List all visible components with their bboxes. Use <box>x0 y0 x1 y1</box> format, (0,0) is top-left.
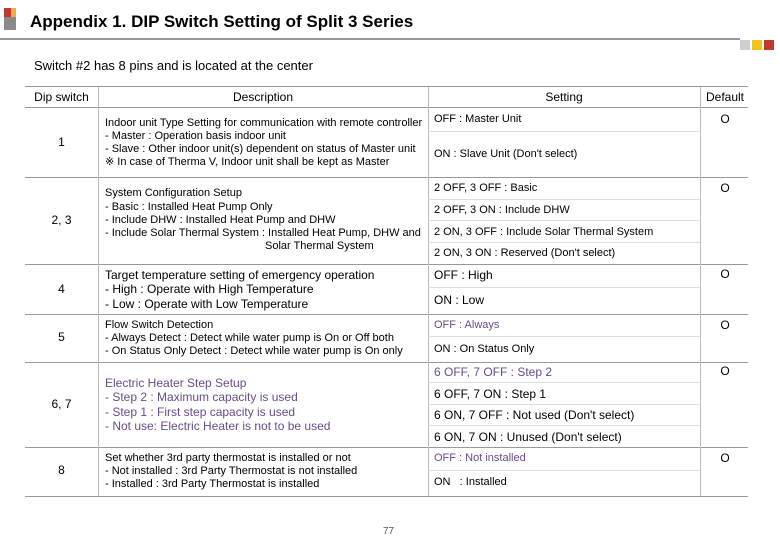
description-line: - Step 2 : Maximum capacity is used <box>105 390 298 404</box>
setting-option: 2 ON, 3 OFF : Include Solar Thermal System <box>434 226 654 238</box>
col-header-dip: Dip switch <box>34 90 89 104</box>
dip-number: 5 <box>58 330 65 344</box>
row-divider <box>25 264 748 265</box>
setting-divider <box>428 382 700 383</box>
setting-option: 2 OFF, 3 OFF : Basic <box>434 182 538 194</box>
description-line: - Slave : Other indoor unit(s) dependent on status of Master unit <box>105 143 416 155</box>
description-line: - Step 1 : First step capacity is used <box>105 405 296 419</box>
col-header-description: Description <box>232 90 294 104</box>
page-number: 77 <box>383 526 395 537</box>
setting-option: OFF : Not installed <box>434 452 526 464</box>
default-mark: O <box>720 181 730 195</box>
setting-option: ON : Installed <box>434 476 507 488</box>
default-mark: O <box>720 451 730 465</box>
page-title: Appendix 1. DIP Switch Setting of Split 3 Series <box>30 12 414 31</box>
dip-number: 1 <box>58 135 65 149</box>
column-divider <box>428 87 429 496</box>
col-header-setting: Setting <box>545 90 583 104</box>
setting-option: 2 OFF, 3 ON : Include DHW <box>434 204 570 216</box>
row-divider <box>25 362 748 363</box>
setting-option: ON : Low <box>434 293 485 307</box>
setting-divider <box>428 199 700 200</box>
description-line: - On Status Only Detect : Detect while water pump is On only <box>105 345 403 357</box>
description-line: - Always Detect : Detect while water pump is On or Off both <box>105 332 394 344</box>
setting-option: ON : On Status Only <box>434 343 535 355</box>
description-line: - Not installed : 3rd Party Thermostat is not installed <box>105 465 358 477</box>
description-line: ※ In case of Therma V, Indoor unit shall be kept as Master <box>105 156 390 168</box>
description-line: Target temperature setting of emergency operation <box>105 268 375 282</box>
setting-option: ON : Slave Unit (Don't select) <box>434 148 578 160</box>
setting-divider <box>428 287 700 288</box>
setting-option: 6 ON, 7 ON : Unused (Don't select) <box>434 430 622 444</box>
intro-text: Switch #2 has 8 pins and is located at the center <box>34 58 313 73</box>
header-bottom-rule <box>25 107 748 108</box>
setting-divider <box>428 470 700 471</box>
setting-divider <box>428 220 700 221</box>
default-mark: O <box>720 267 730 281</box>
default-mark: O <box>720 318 730 332</box>
description-line: - Installed : 3rd Party Thermostat is installed <box>105 478 320 490</box>
setting-option: OFF : Master Unit <box>434 113 522 125</box>
setting-divider <box>428 242 700 243</box>
description-line: - Basic : Installed Heat Pump Only <box>105 201 273 213</box>
company-logo <box>4 8 16 30</box>
setting-divider <box>428 131 700 132</box>
dip-number: 6, 7 <box>51 397 72 411</box>
row-divider <box>25 447 748 448</box>
default-mark: O <box>720 112 730 126</box>
description-line: Set whether 3rd party thermostat is installed or not <box>105 452 351 464</box>
setting-option: 2 ON, 3 ON : Reserved (Don't select) <box>434 247 616 259</box>
table-bottom-rule <box>25 496 748 497</box>
description-line: - Include DHW : Installed Heat Pump and DHW <box>105 214 336 226</box>
description-line: - Low : Operate with Low Temperature <box>105 297 309 311</box>
setting-divider <box>428 425 700 426</box>
setting-divider <box>428 336 700 337</box>
col-header-default: Default <box>705 90 745 104</box>
row-divider <box>25 177 748 178</box>
setting-option: OFF : Always <box>434 319 500 331</box>
dip-number: 2, 3 <box>51 213 72 227</box>
description-line: Indoor unit Type Setting for communication with remote controller <box>105 117 423 129</box>
row-divider <box>25 314 748 315</box>
description-line: Flow Switch Detection <box>105 319 214 331</box>
default-mark: O <box>720 364 730 378</box>
description-line: Electric Heater Step Setup <box>105 376 247 390</box>
setting-option: 6 OFF, 7 OFF : Step 2 <box>434 365 553 379</box>
setting-divider <box>428 404 700 405</box>
description-line: - Include Solar Thermal System : Installed Heat Pump, DHW and <box>105 227 421 239</box>
setting-option: OFF : High <box>434 268 493 282</box>
title-rule <box>0 38 740 40</box>
table-top-rule <box>25 86 748 87</box>
description-line: - Master : Operation basis indoor unit <box>105 130 286 142</box>
setting-option: 6 ON, 7 OFF : Not used (Don't select) <box>434 408 635 422</box>
column-divider <box>98 87 99 496</box>
dip-number: 8 <box>58 463 65 477</box>
column-divider <box>700 87 701 496</box>
description-line: Solar Thermal System <box>265 240 374 252</box>
description-line: - Not use: Electric Heater is not to be used <box>105 419 331 433</box>
description-line: - High : Operate with High Temperature <box>105 282 314 296</box>
setting-option: 6 OFF, 7 ON : Step 1 <box>434 387 547 401</box>
description-line: System Configuration Setup <box>105 187 242 199</box>
dip-number: 4 <box>58 282 65 296</box>
